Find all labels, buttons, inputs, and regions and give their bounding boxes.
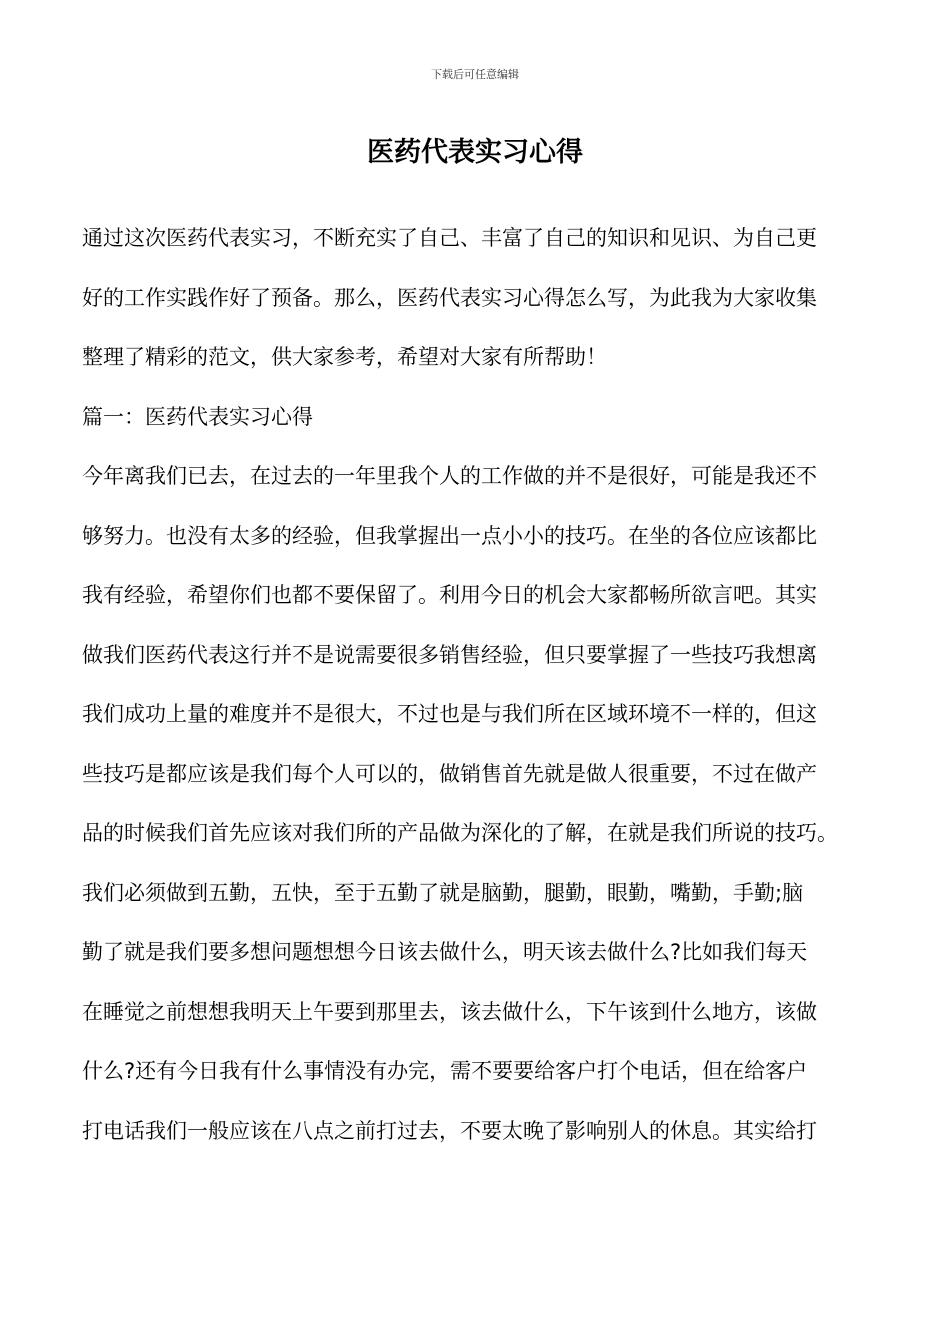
- body-line: 今年离我们已去，在过去的一年里我个人的工作做的并不是很好，可能是我还不: [82, 464, 817, 488]
- body-line: 我有经验，希望你们也都不要保留了。利用今日的机会大家都畅所欲言吧。其实: [82, 583, 817, 607]
- body-line: 什么?还有今日我有什么事情没有办完，需不要要给客户打个电话，但在给客户: [82, 1059, 808, 1083]
- body-line: 在睡觉之前想想我明天上午要到那里去，该去做什么，下午该到什么地方，该做: [82, 999, 817, 1024]
- body-line: 些技巧是都应该是我们每个人可以的，做销售首先就是做人很重要，不过在做产: [82, 761, 817, 786]
- body-line: 品的时候我们首先应该对我们所的产品做为深化的了解，在就是我们所说的技巧。: [82, 821, 838, 845]
- section-heading: 篇一：医药代表实习心得: [82, 404, 313, 429]
- body-line: 好的工作实践作好了预备。那么，医药代表实习心得怎么写，为此我为大家收集: [82, 285, 817, 310]
- body-line: 勤了就是我们要多想问题想想今日该去做什么，明天该去做什么?比如我们每天: [82, 940, 808, 964]
- document-body: [82, 215, 882, 1167]
- body-line: 做我们医药代表这行并不是说需要很多销售经验，但只要掌握了一些技巧我想离: [82, 642, 817, 667]
- body-line: 够努力。也没有太多的经验，但我掌握出一点小小的技巧。在坐的各位应该都比: [82, 523, 817, 548]
- body-line: 打电话我们一般应该在八点之前打过去，不要太晚了影响别人的休息。其实给打: [82, 1118, 817, 1143]
- document-title: 医药代表实习心得: [367, 137, 583, 168]
- body-line: 通过这次医药代表实习，不断充实了自己、丰富了自己的知识和见识、为自己更: [82, 226, 817, 250]
- header-note: 下载后可任意编辑: [431, 68, 519, 81]
- body-line: 我们必须做到五勤，五快，至于五勤了就是脑勤，腿勤，眼勤，嘴勤，手勤;脑: [82, 880, 804, 905]
- body-line: 我们成功上量的难度并不是很大，不过也是与我们所在区域环境不一样的，但这: [82, 702, 817, 726]
- body-line: 整理了精彩的范文，供大家参考，希望对大家有所帮助！: [82, 345, 607, 369]
